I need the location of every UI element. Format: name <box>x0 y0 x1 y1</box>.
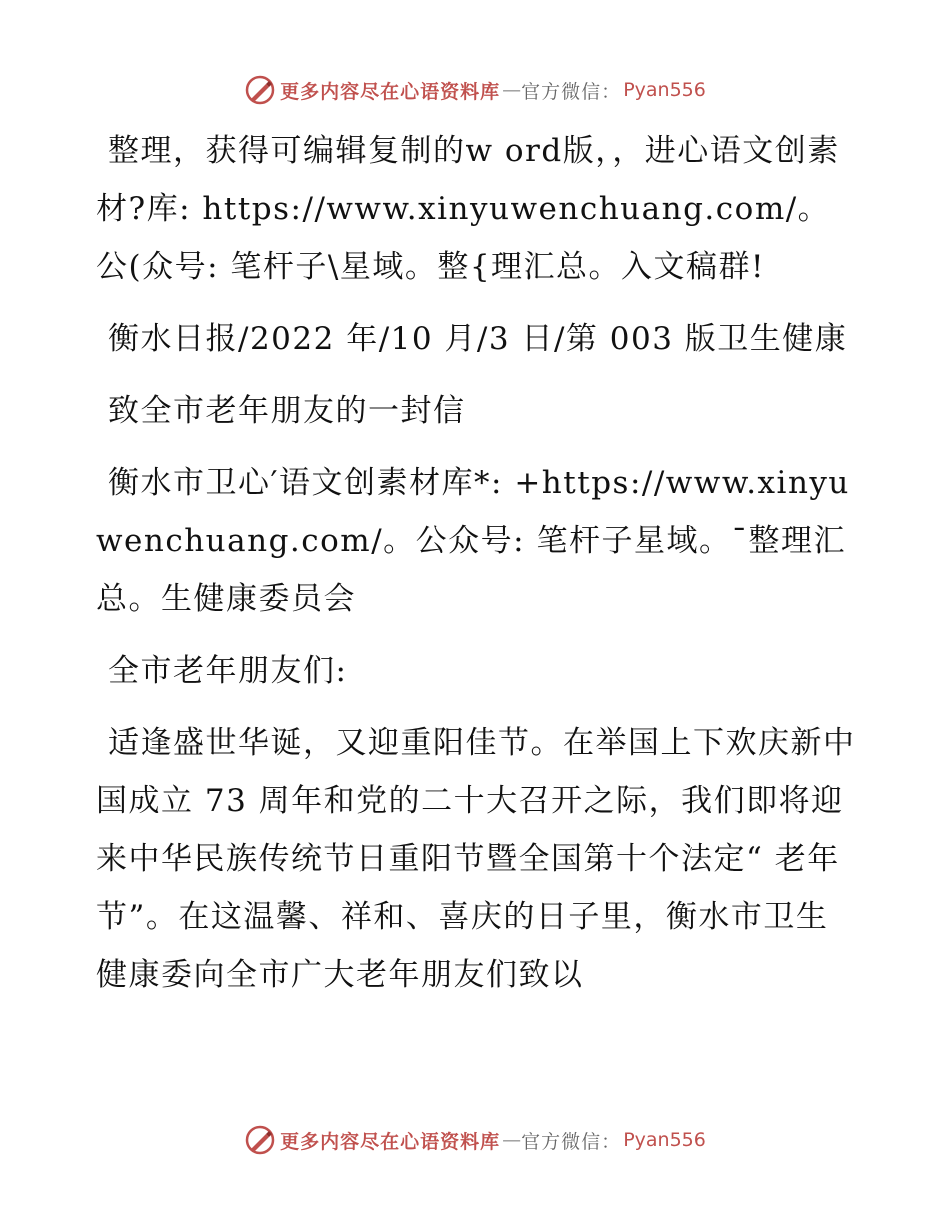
body-paragraph: 适逢盛世华诞，又迎重阳佳节。在举国上下欢庆新中国成立 73 周年和党的二十大召开之际，我们即将迎来中华民族传统节日重阳节暨全国第十个法定“ 老年节”。在这温馨、祥和、喜庆的日子里，衡水市卫生健康委向全市广大老年朋友们致以 <box>96 725 856 993</box>
page-footer-banner <box>0 1120 950 1160</box>
source-line: 衡水日报/2022 年/10 月/3 日/第 003 版卫生健康 <box>108 321 848 357</box>
banner-text: 更多内容尽在心语资料库 <box>280 80 501 103</box>
letter-title: 致全市老年朋友的一封信 <box>108 393 466 429</box>
banner-dash: — <box>502 1129 520 1151</box>
pen-logo-icon <box>244 74 276 106</box>
banner-text: 更多内容尽在心语资料库 <box>280 1130 501 1153</box>
document-body <box>96 122 856 1004</box>
salutation: 全市老年朋友们: <box>108 653 348 689</box>
banner-wechat-label: 官方微信： <box>521 1130 622 1153</box>
banner-dash: — <box>502 79 520 101</box>
banner-wechat-id: Pyan556 <box>623 1129 706 1151</box>
letter-author: 衡水市卫心′语文创素材库*: +https://www.xinyuwenchuang.com/。公众号: 笔杆子星域。¯整理汇总。生健康委员会 <box>96 465 850 617</box>
banner-wechat-label: 官方微信： <box>521 80 622 103</box>
intro-paragraph: 整理，获得可编辑复制的w ord版，，进心语文创素材?库: https://www.xinyuwenchuang.com/。公(众号: 笔杆子\星域。整{理汇总。入文稿群! <box>96 133 840 285</box>
page-header-banner <box>0 70 950 110</box>
pen-logo-icon <box>244 1124 276 1156</box>
banner-wechat-id: Pyan556 <box>623 79 706 101</box>
